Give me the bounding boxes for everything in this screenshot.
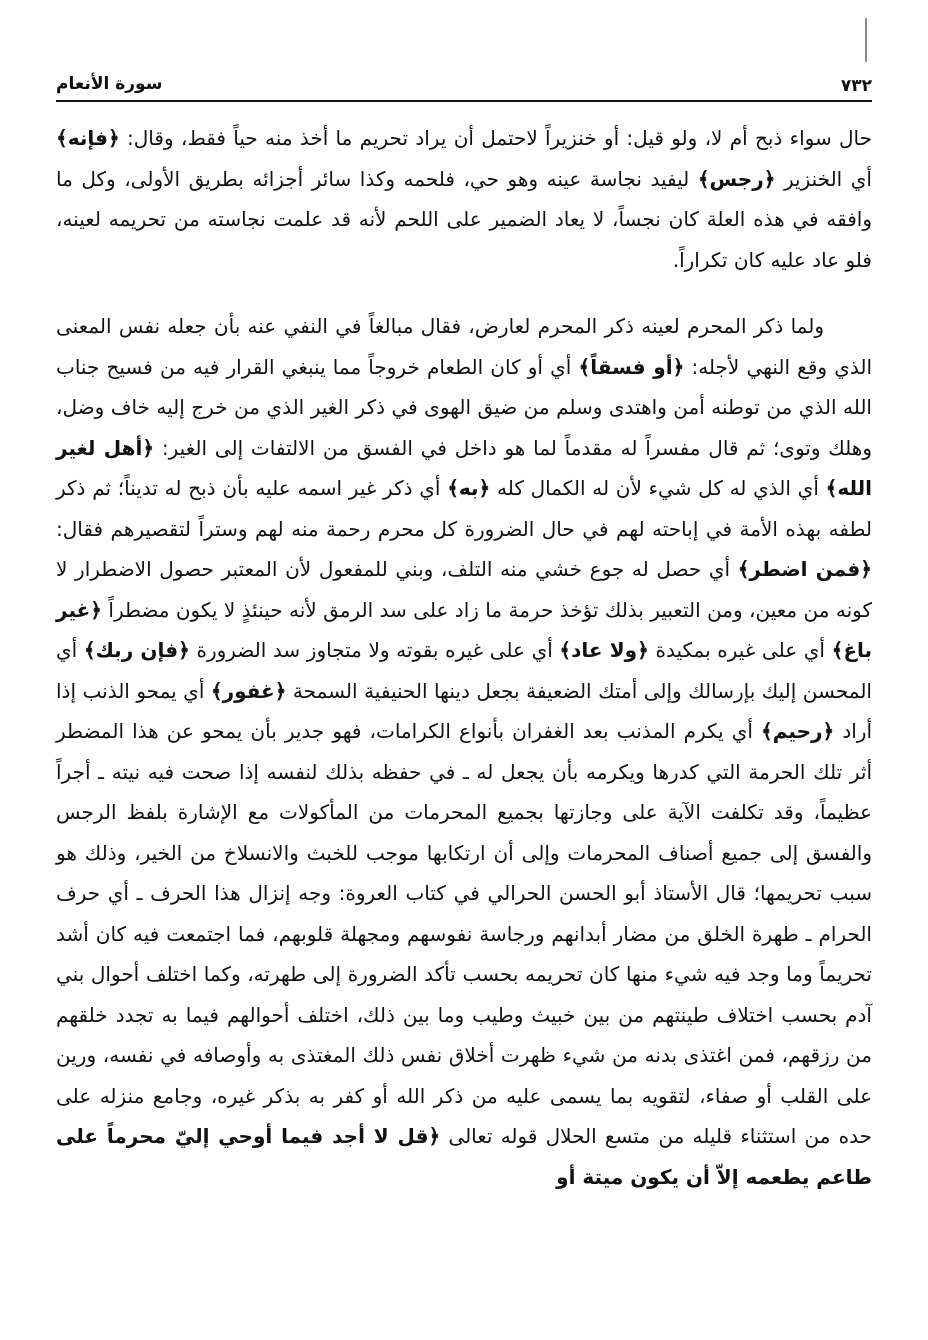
quran-quote: ﴿ولا عاد﴾ bbox=[559, 638, 649, 662]
quran-quote: ﴿فإن ربك﴾ bbox=[83, 638, 190, 662]
text-run: أي ذكر غير اسمه عليه بأن ذبح له تديناً؛ ثم ذكر لطفه بهذه الأمة في إباحته لهم في حال الضرورة كل محرم رحمة منه لهم وستراً لتقصيرهم فقال: bbox=[56, 476, 872, 541]
text-run: ليفيد نجاسة عينه وهو حي، فلحمه وكذا سائر أجزائه بطريق الأولى، وكل ما وافقه في هذه العلة كان نجساً، لا يعاد الضمير على اللحم لأنه قد علمت نجاسته من تحريمه لعينه، فلو عاد عليه كان تكراراً. bbox=[56, 166, 872, 272]
text-run: أي على غيره بقوته ولا متجاوز سد الضرورة bbox=[189, 638, 560, 662]
text-run: أي أو كان الطعام خروجاً مما ينبغي القرار فيه من فسيح جناب الله الذي من توطنه أمن واهتدى وسلم من ضيق الهوى في ذكر الغير الذي من خرج إليه خاف وضل، وهلك وتوى؛ ثم قال مفسراً له مقدماً لما هو داخل في الفسق من الالتفات إلى الغير: bbox=[56, 354, 872, 460]
text-run: أي المحسن إليك بإرسالك وإلى أمتك الضعيفة بجعل دينها الحنيفية السمحة bbox=[56, 638, 872, 703]
header-rule bbox=[56, 100, 872, 102]
quran-quote: ﴿به﴾ bbox=[447, 476, 491, 500]
text-run: أي يمحو الذنب إذا أراد bbox=[56, 678, 872, 743]
quran-quote: ﴿رجس﴾ bbox=[697, 166, 776, 191]
text-run: ولما ذكر المحرم لعينه ذكر المحرم لعارض، فقال مبالغاً في النفي عنه بأن جعله نفس المعنى الذي وقع النهي لأجله: bbox=[56, 314, 872, 379]
paragraph bbox=[56, 118, 872, 280]
text-run: حال سواء ذبح أم لا، ولو قيل: أو خنزيراً لاحتمل أن يراد تحريم ما أخذ منه حياً فقط، وقال: bbox=[119, 126, 872, 150]
page-edge-mark bbox=[865, 18, 867, 62]
surah-name: سورة الأنعام bbox=[56, 74, 163, 94]
quran-quote: ﴿رحيم﴾ bbox=[761, 719, 835, 743]
quran-quote: ﴿فمن اضطر﴾ bbox=[737, 557, 872, 581]
running-header bbox=[56, 68, 872, 102]
body-text bbox=[56, 118, 872, 1197]
quran-quote: ﴿فإنه﴾ bbox=[56, 126, 120, 150]
text-run: أي الذي له كل شيء لأن له الكمال كله bbox=[490, 476, 826, 500]
text-run: أي الخنزير bbox=[775, 166, 872, 191]
quran-quote: ﴿قل لا أجد فيما أوحي إليّ محرماً على طاعم يطعمه إلاّ أن يكون ميتة أو bbox=[56, 1124, 872, 1189]
quran-quote: ﴿أهل لغير الله﴾ bbox=[56, 435, 872, 500]
quran-quote: ﴿غفور﴾ bbox=[210, 678, 287, 703]
text-run: أي حصل له جوع خشي منه التلف، وبني للمفعول لأن المعتبر حصول الاضطرار لا كونه من معين، ومن التعبير بذلك تؤخذ حرمة ما زاد على سد الرمق لأنه حينئذٍ لا يكون مضطراً bbox=[56, 557, 872, 622]
paragraph bbox=[56, 306, 872, 1197]
text-run: أي على غيره بمكيدة bbox=[648, 638, 832, 662]
quran-quote: ﴿أو فسقاً﴾ bbox=[578, 354, 685, 379]
page-number: ٧٣٢ bbox=[840, 76, 872, 96]
quran-quote: ﴿غير باغ﴾ bbox=[56, 597, 872, 662]
text-run: أي يكرم المذنب بعد الغفران بأنواع الكرامات، فهو جدير بأن يمحو عن هذا المضطر أثر تلك الحرمة التي كدرها ويكرمه بأن يجعل له ـ في حفظه بذلك لنفسه إذا صحت فيه نيته ـ أجراً عظيماً، وقد تكلفت الآية على وجازتها بجميع المحرمات من المأكولات مع الإشارة بلفظ الرجس والفسق إلى جميع أصناف المحرمات وإلى أن ارتكابها موجب للخبث والانسلاخ من الخير، وذلك هو سبب تحريمها؛ قال الأستاذ أبو الحسن الحرالي في كتاب العروة: وجه إنزال هذا الحرف ـ أي حرف الحرام ـ طهرة الخلق من مضار أبدانهم ورجاسة نفوسهم ومجهلة قلوبهم، فما اجتمعت فيه كان أشد تحريماً وما وجد فيه شيء منها كان تحريمه بحسب تأكد الضرورة إلى طهرته، وكما اختلف أحوال بني آدم بحسب اختلاف طينتهم من بين خبيث وطيب وما بين ذلك، اختلف أحوالهم فيما به تجدد خلقهم من رزقهم، فمن اغتذى بدنه من شيء ظهرت أخلاق نفس ذلك المغتذى به وأوصافه في نفسه، ورين على القلب أو صفاء، لتقويه بما يسمى عليه من ذكر الله أو كفر به بذكر غيره، وجامع منزله على حده من استثناء قليله من متسع الحلال قوله تعالى bbox=[56, 719, 873, 1148]
